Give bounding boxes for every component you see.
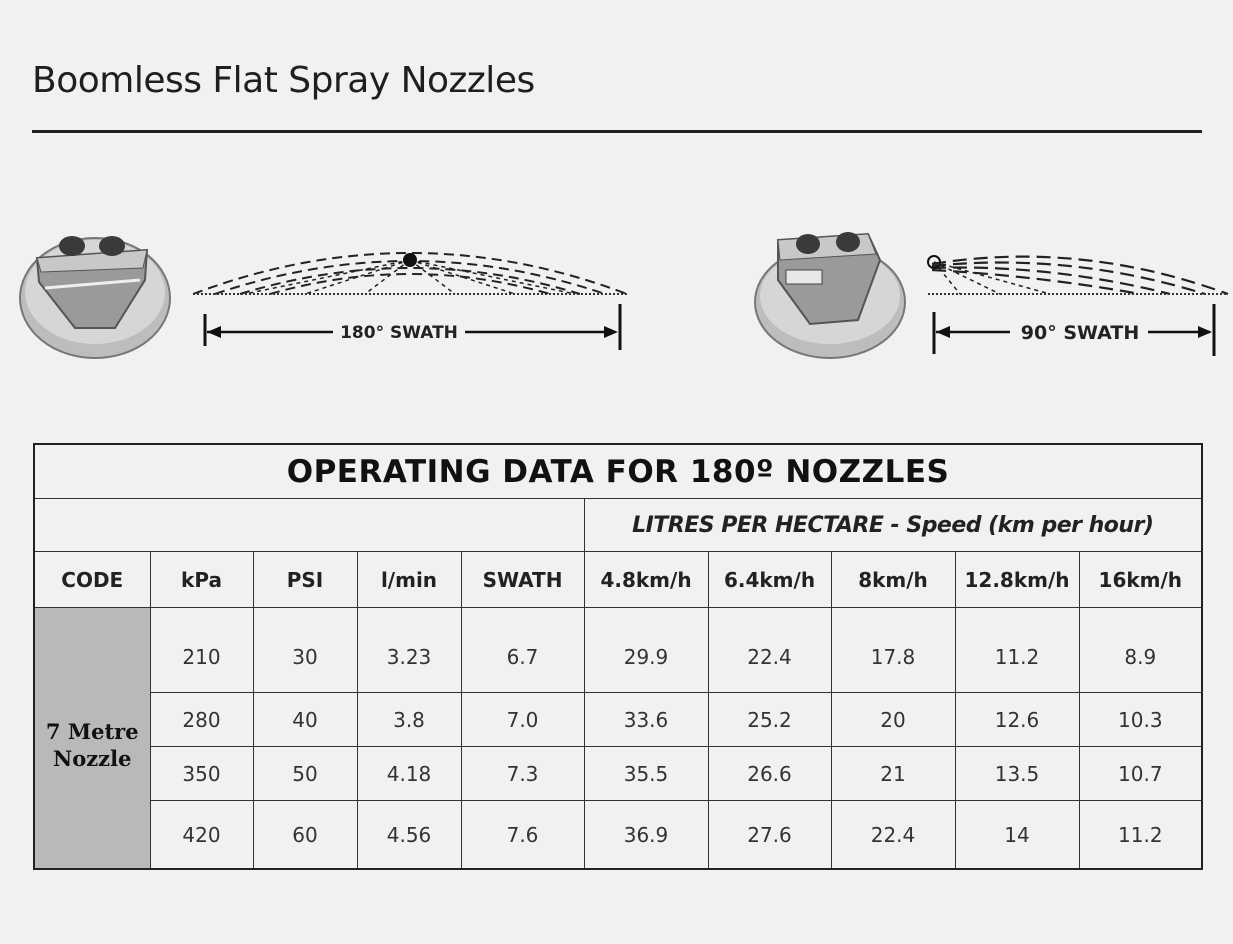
column-header: PSI: [253, 552, 357, 608]
table-cell: 27.6: [708, 801, 831, 870]
litres-per-hectare-header: LITRES PER HECTARE - Speed (km per hour): [584, 499, 1202, 552]
title-divider: [32, 130, 1202, 133]
column-header: SWATH: [461, 552, 584, 608]
table-cell: 6.7: [461, 608, 584, 693]
column-header: 4.8km/h: [584, 552, 708, 608]
column-header: 6.4km/h: [708, 552, 831, 608]
table-cell: 29.9: [584, 608, 708, 693]
table-row: [34, 608, 1202, 693]
column-header: 12.8km/h: [955, 552, 1079, 608]
table-cell: 11.2: [955, 608, 1079, 693]
table-cell: 22.4: [831, 801, 955, 870]
column-header: CODE: [34, 552, 150, 608]
table-cell: 22.4: [708, 608, 831, 693]
table-cell: 33.6: [584, 693, 708, 747]
table-cell: 7.3: [461, 747, 584, 801]
table-cell: 420: [150, 801, 253, 870]
table-cell: 8.9: [1079, 608, 1202, 693]
table-cell: 350: [150, 747, 253, 801]
table-row: [34, 693, 1202, 747]
column-header: 8km/h: [831, 552, 955, 608]
table-cell: 14: [955, 801, 1079, 870]
table-cell: 10.7: [1079, 747, 1202, 801]
table-cell: 210: [150, 608, 253, 693]
table-row: [34, 747, 1202, 801]
code-line: 7 Metre: [45, 719, 139, 744]
table-cell: 50: [253, 747, 357, 801]
table-cell: 4.18: [357, 747, 461, 801]
page-title: Boomless Flat Spray Nozzles: [32, 60, 535, 101]
nozzle-180-figure: [15, 220, 635, 365]
table-cell: 30: [253, 608, 357, 693]
swath-90-label: 90° SWATH: [1020, 322, 1140, 344]
column-header: kPa: [150, 552, 253, 608]
table-cell: 20: [831, 693, 955, 747]
column-header-row: [34, 552, 1202, 608]
operating-data-table: [33, 443, 1203, 870]
nozzle-90-figure: [750, 220, 1230, 365]
table-cell: 17.8: [831, 608, 955, 693]
table-cell: 35.5: [584, 747, 708, 801]
code-cell: [34, 608, 150, 870]
table-cell: 21: [831, 747, 955, 801]
table-cell: 13.5: [955, 747, 1079, 801]
code-line: Nozzle: [53, 746, 132, 771]
table-cell: 26.6: [708, 747, 831, 801]
table-row: [34, 801, 1202, 870]
table-cell: 4.56: [357, 801, 461, 870]
table-cell: 25.2: [708, 693, 831, 747]
table-cell: 7.0: [461, 693, 584, 747]
group-header-spacer: [34, 499, 584, 552]
table-cell: 7.6: [461, 801, 584, 870]
table-cell: 3.23: [357, 608, 461, 693]
column-header: 16km/h: [1079, 552, 1202, 608]
table-cell: 10.3: [1079, 693, 1202, 747]
table-title: OPERATING DATA FOR 180º NOZZLES: [34, 444, 1202, 499]
table-cell: 3.8: [357, 693, 461, 747]
column-header: l/min: [357, 552, 461, 608]
table-cell: 11.2: [1079, 801, 1202, 870]
table-cell: 280: [150, 693, 253, 747]
table-cell: 12.6: [955, 693, 1079, 747]
table-cell: 36.9: [584, 801, 708, 870]
table-cell: 40: [253, 693, 357, 747]
swath-180-label: 180° SWATH: [340, 323, 458, 343]
table-cell: 60: [253, 801, 357, 870]
